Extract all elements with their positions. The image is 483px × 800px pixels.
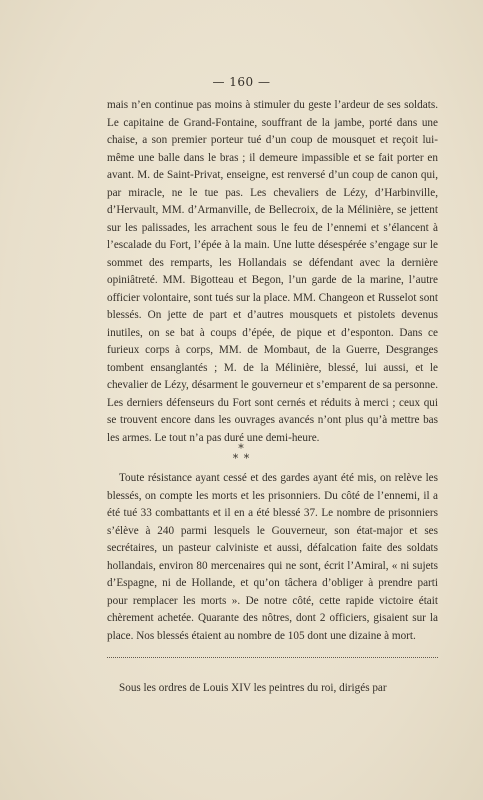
paragraph-2: Toute résistance ayant cessé et des gardes ayant été mis, on relève les blessés, on compte les morts et les prisonniers. Du côté de l’ennemi, il a été tué 33 combattants et il en a été blessé 37. Le nombre de prisonniers s’élève à 240 parmi lesquels le Gouverneur, son état-major et ses secrétaires, un pasteur calviniste et aussi, défalcation faite des soldats hollandais, environ 80 mercenaires qui ne sont, écrit l’Amiral, « ni sujets d’Espagne, ni de Hollande, et qu’on tâchera d’obliger à prendre parti pour remplacer les morts ». De notre côté, cette rapide victoire était chèrement achetée. Quarante des nôtres, dont 2 officiers, gisaient sur la place. Nos blessés étaient au nombre de 105 dont une dizaine à mort. [107,472,438,642]
asterism-separator [0,444,483,464]
paragraph-3: Sous les ordres de Louis XIV les peintres du roi, dirigés par [119,682,387,694]
asterism-bottom: * * [232,452,251,465]
asterism-top: * [238,442,245,455]
dotted-rule [107,657,438,658]
paragraph-1: mais n’en continue pas moins à stimuler du geste l’ardeur de ses soldats. Le capitaine de Grand-Fontaine, souffrant de la jambe, porté dans une chaise, a son premier porteur tué d’un coup de mousquet et reçoit lui-même une balle dans le bras ; il demeure impassible et se fait porter en avant. M. de Saint-Privat, enseigne, est renversé d’un coup de canon qui, par miracle, ne le tue pas. Les chevaliers de Lézy, d’Harbinville, d’Hervault, MM. d’Armanville, de Bellecroix, de la Mélinière, se jettent sur les palissades, les arrachent sous le feu de l’ennemi et s’élancent à l’escalade du Fort, l’épée à la main. Une lutte désespérée s’engage sur le sommet des remparts, les Hollandais se défendant avec la dernière opiniâtreté. MM. Bigotteau et Begon, l’un garde de la marine, l’autre officier volontaire, sont tués sur la place. MM. Changeon et Russelot sont blessés. On jette de part et d’autres mousquets et pistolets devenus inutiles, on se bat à coups d’épée, de pique et d’esponton. Dans ce furieux corps à corps, MM. de Mombaut, de la Guerre, Desgranges tombent ensanglantés ; M. de la Mélinière, blessé, lui aussi, et le chevalier de Lézy, désarment le gouverneur et s’emparent de sa personne. Les derniers défenseurs du Fort sont cernés et réduits à merci ; ceux qui se trouvent encore dans les ouvrages avancés n’ont plus qu’à mettre bas les armes. Le tout n’a pas duré une demi-heure. [107,99,438,444]
page-number: — 160 — [212,75,271,89]
